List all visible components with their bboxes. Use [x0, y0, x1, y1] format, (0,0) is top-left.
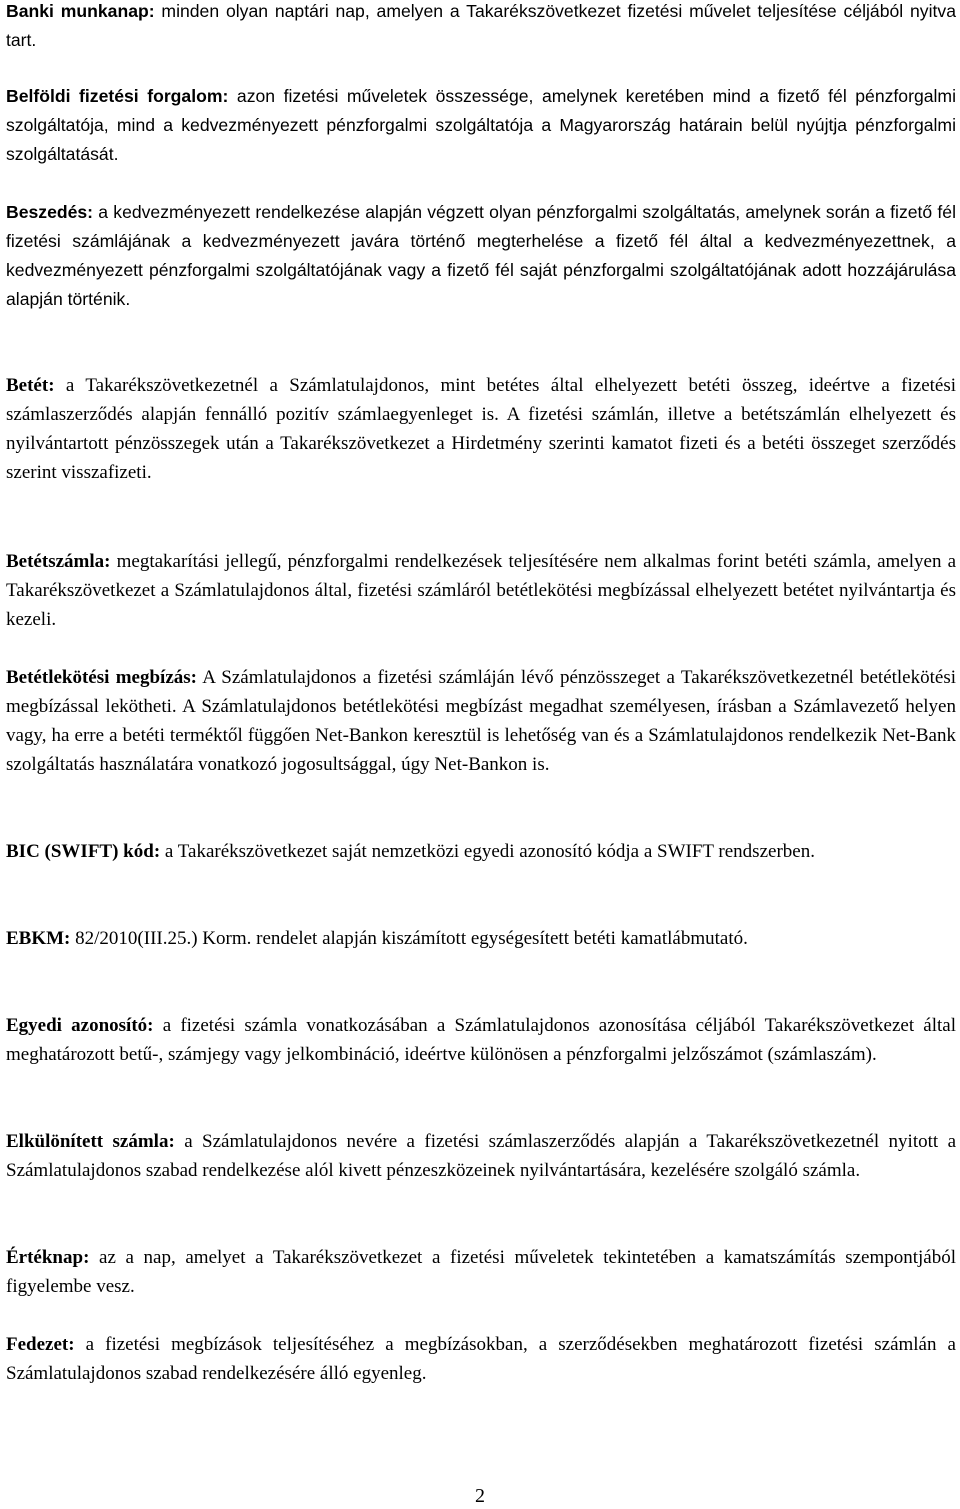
definition-term: Értéknap: — [6, 1247, 90, 1268]
definition-betet — [6, 371, 956, 487]
definition-betetlekotesi-megbizas — [6, 663, 956, 779]
definition-text: a kedvezményezett rendelkezése alapján végzett olyan pénzforgalmi szolgáltatás, amelynek során a fizető fél fizetési számlájának a kedvezményezett javára történő megterhelése a fizető fél által a kedvezményezettnek, a kedvezményezett pénzforgalmi szolgáltatójának vagy a fizető fél saját pénzforgalmi szolgáltatójának adott hozzájárulása alapján történik. — [6, 202, 956, 309]
definition-text: A Számlatulajdonos a fizetési számláján lévő pénzösszeget a Takarékszövetkezetnél betétlekötési megbízással lekötheti. A Számlatulajdonos betétlekötési megbízást megadhat személyesen, írásban a Számlavezető helyen vagy, ha erre a betéti terméktől függően Net-Bankon keresztül is lehetőség van és a Számlatulajdonos rendelkezik Net-Bank szolgáltatás használatára vonatkozó jogosultsággal, úgy Net-Bankon is. — [6, 667, 956, 775]
definition-banki-munkanap — [6, 0, 956, 55]
definition-beszedes — [6, 198, 956, 314]
definition-ebkm — [6, 924, 956, 953]
definition-text: azon fizetési műveletek összessége, amelynek keretében mind a fizető fél pénzforgalmi szolgáltatója, mind a kedvezményezett pénzforgalmi szolgáltatója a Magyarország határain belül nyújtja pénzforgalmi szolgáltatását. — [6, 86, 956, 164]
definition-text: megtakarítási jellegű, pénzforgalmi rendelkezések teljesítésére nem alkalmas forint betéti számla, amelyen a Takarékszövetkezet a Számlatulajdonos által, fizetési számláról betétlekötési megbízással elhelyezett betétet nyilvántartja és kezeli. — [6, 551, 957, 630]
definition-bic-swift-kod — [6, 837, 956, 866]
definition-term: EBKM: — [6, 928, 71, 949]
definition-text: minden olyan naptári nap, amelyen a Takarékszövetkezet fizetési művelet teljesítése céljából nyitva tart. — [6, 1, 956, 50]
definition-fedezet — [6, 1330, 956, 1388]
definition-text: az a nap, amelyet a Takarékszövetkezet a fizetési műveletek tekintetében a kamatszámítás szempontjából figyelembe vesz. — [6, 1247, 957, 1297]
definition-term: Fedezet: — [6, 1334, 75, 1355]
definition-text: 82/2010(III.25.) Korm. rendelet alapján kiszámított egységesített betéti kamatlábmutató. — [75, 928, 748, 949]
definition-text: a fizetési megbízások teljesítéséhez a megbízásokban, a szerződésekben meghatározott fizetési számlán a Számlatulajdonos szabad rendelkezésére álló egyenleg. — [6, 1334, 956, 1384]
definition-text: a Számlatulajdonos nevére a fizetési számlaszerződés alapján a Takarékszövetkezetnél nyitott a Számlatulajdonos szabad rendelkezése alól kivett pénzeszközeinek nyilvántartására, kezelésére szolgáló számla. — [6, 1131, 957, 1181]
definition-erteknap — [6, 1243, 956, 1301]
definition-term: Betét: — [6, 375, 55, 396]
definition-text: a fizetési számla vonatkozásában a Számlatulajdonos azonosítása céljából Takarékszövetkezet által meghatározott betű-, számjegy vagy jelkombináció, ideértve különösen a pénzforgalmi jelzőszámot (számlaszám). — [6, 1015, 956, 1065]
definition-text: a Takarékszövetkezetnél a Számlatulajdonos, mint betétes által elhelyezett betéti összeg, ideértve a fizetési számlaszerződés alapján fennálló pozitív számlaegyenleget is. A fizetési számlán, illetve a betétszámlán elhelyezett és nyilvántartott pénzösszegek után a Takarékszövetkezet a Hirdetmény szerinti kamatot fizeti és a betéti összeget szerződés szerint visszafizeti. — [6, 375, 957, 483]
page-number: 2 — [475, 1485, 485, 1507]
definition-term: Elkülönített számla: — [6, 1131, 175, 1152]
definition-term: Beszedés: — [6, 202, 94, 222]
definition-betetszamla — [6, 547, 956, 634]
definition-term: Banki munkanap: — [6, 1, 155, 21]
definition-term: Belföldi fizetési forgalom: — [6, 86, 229, 106]
definition-elkulonitett-szamla — [6, 1127, 956, 1185]
definition-term: Betétlekötési megbízás: — [6, 667, 197, 688]
definition-egyedi-azonosito — [6, 1011, 956, 1069]
definition-text: a Takarékszövetkezet saját nemzetközi egyedi azonosító kódja a SWIFT rendszerben. — [164, 841, 815, 862]
definition-term: BIC (SWIFT) kód: — [6, 841, 161, 862]
definition-term: Egyedi azonosító: — [6, 1015, 154, 1036]
definition-belfoldi-fizetesi-forgalom — [6, 82, 956, 169]
definition-term: Betétszámla: — [6, 551, 111, 572]
